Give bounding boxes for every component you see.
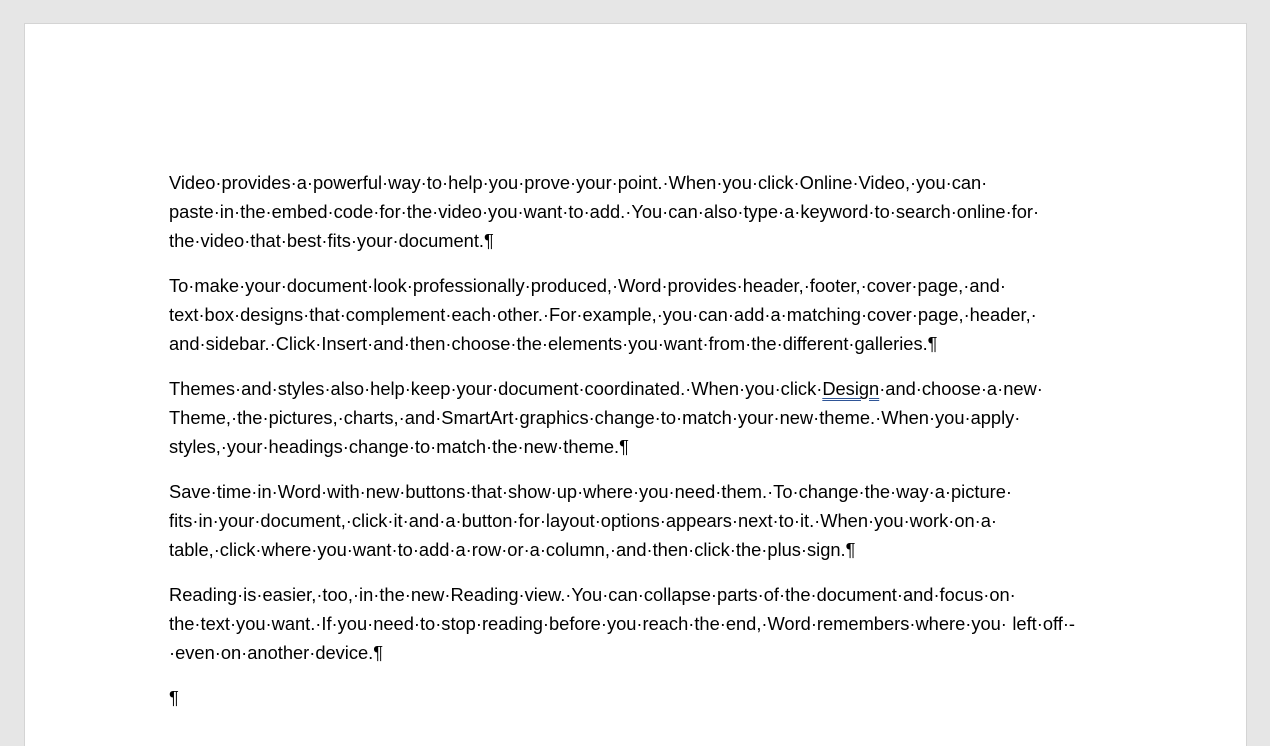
paragraph-3[interactable] [169, 374, 1129, 461]
document-body[interactable] [169, 168, 1129, 712]
paragraph-4[interactable]: Save·time·in·Word·with·new·buttons·that·show·up·where·you·need·them.·To·change·the·way·a·picture· fits·in·your·document,·click·it·and·a·button·for·layout·options·appears·next·to·it.·When·you·work·on·a· table,·click·where·you·want·to·add·a·row·or·a·column,·and·then·click·the·plus·sign.¶ [169, 481, 1012, 560]
paragraph-3-text-before: Themes·and·styles·also·help·keep·your·document·coordinated.·When·you·click· [169, 378, 823, 399]
paragraph-1[interactable]: Video·provides·a·powerful·way·to·help·you·prove·your·point.·When·you·click·Online·Video,·you·can· paste·in·the·embed·code·for·the·video·you·want·to·add.·You·can·also·type·a·keyword·to·search·online·for· the·video·that·best·fits·your·document.¶ [169, 172, 1040, 251]
design-proofing-word[interactable]: Design [822, 378, 880, 399]
empty-paragraph-mark[interactable]: ¶ [169, 687, 179, 708]
paragraph-5[interactable]: Reading·is·easier,·too,·in·the·new·Reading·view.·You·can·collapse·parts·of·the·document·and·focus·on· the·text·you·want.·If·you·need·to·stop·reading·before·you·reach·the·end,·Word·remembers·where·you· left·off·-·even·on·another·device.¶ [169, 584, 1076, 663]
document-page[interactable] [24, 23, 1247, 746]
paragraph-2[interactable]: To·make·your·document·look·professionally·produced,·Word·provides·header,·footer,·cover·page,·and· text·box·designs·that·complement·each·other.·For·example,·you·can·add·a·matching·cover·page,·header,· and·sidebar.·Click·Insert·and·then·choose·the·elements·you·want·from·the·different·galleries.¶ [169, 275, 1037, 354]
paragraph-3-text-after: ·and·choose·a·new· Theme,·the·pictures,·charts,·and·SmartArt·graphics·change·to·match·your·new·theme.·When·you·apply· styles,·your·headings·change·to·match·the·new·theme.¶ [169, 378, 1043, 457]
